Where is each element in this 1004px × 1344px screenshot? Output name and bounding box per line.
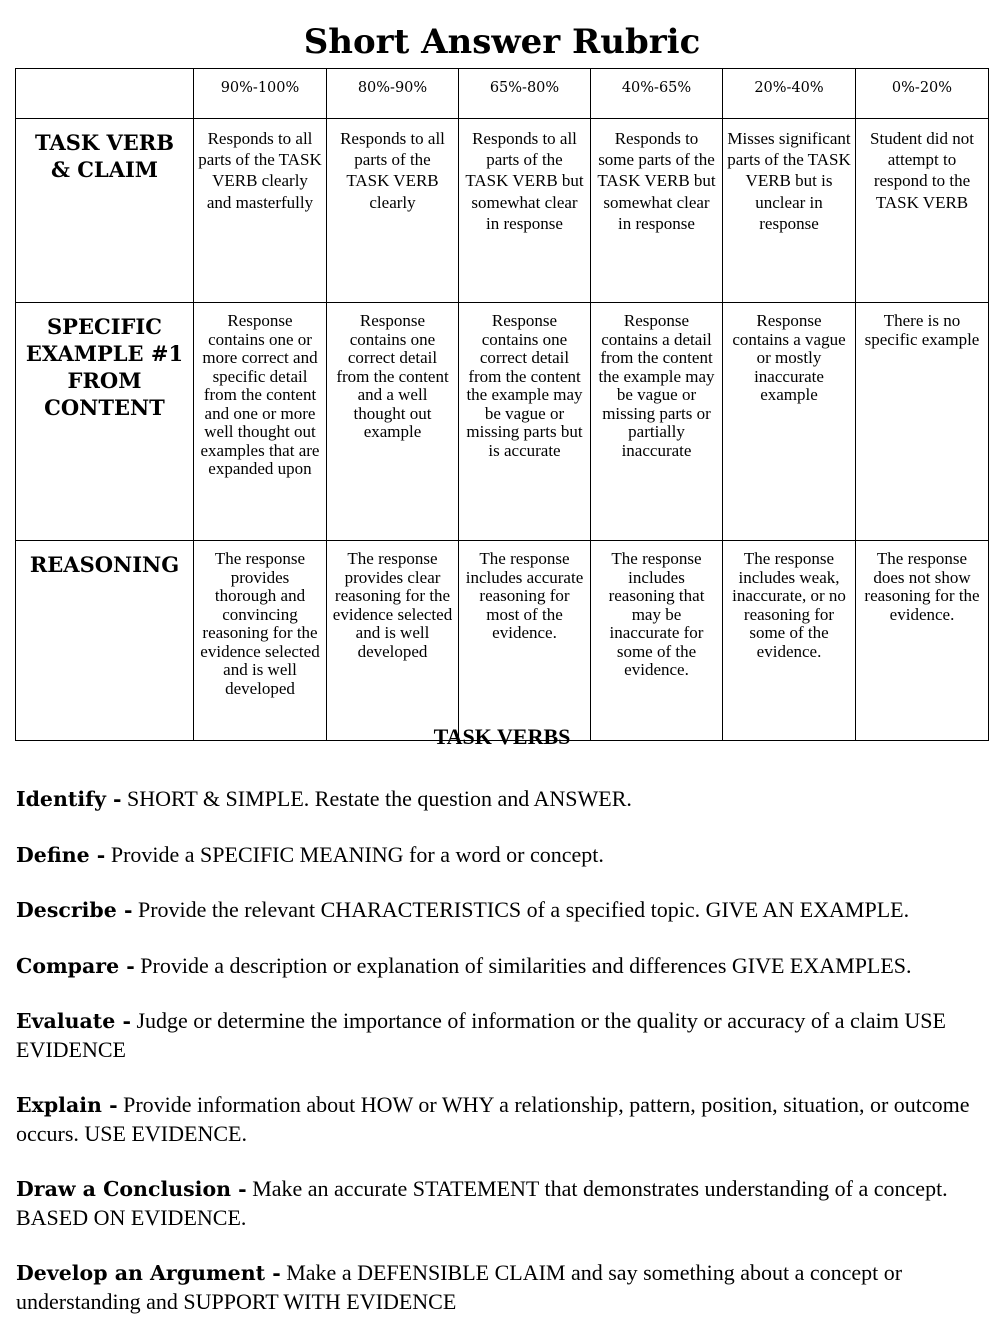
rubric-cell: The response does not show reasoning for the evidence.: [856, 541, 989, 741]
task-verb-text: Provide a description or explanation of similarities and differences GIVE EXAMPLES.: [134, 952, 912, 978]
rubric-cell: Responds to all parts of the TASK VERB clearly: [327, 119, 459, 303]
task-verb-text: Provide the relevant CHARACTERISTICS of a specified topic. GIVE AN EXAMPLE.: [132, 897, 910, 922]
task-verb-term: Define -: [16, 842, 106, 867]
task-verb-definition: [16, 1007, 988, 1064]
row-header: REASONING: [16, 541, 194, 741]
rubric-row-reasoning: [16, 541, 989, 741]
rubric-cell: Student did not attempt to respond to the TASK VERB: [856, 119, 989, 303]
score-column-header: 40%-65%: [591, 69, 723, 119]
task-verb-text: Judge or determine the importance of information or the quality or accuracy of a claim USE EVIDENCE: [16, 1008, 946, 1062]
score-column-header: 80%-90%: [327, 69, 459, 119]
task-verb-term: Compare -: [16, 953, 135, 978]
task-verb-text: Make a DEFENSIBLE CLAIM and say something about a concept or understanding and SUPPORT WITH EVIDENCE: [16, 1260, 903, 1314]
row-header: TASK VERB & CLAIM: [16, 119, 194, 303]
rubric-cell: The response provides clear reasoning for the evidence selected and is well developed: [327, 541, 459, 741]
rubric-cell: Response contains one correct detail from the content the example may be vague or missing parts but is accurate: [459, 303, 591, 541]
task-verb-definition: [16, 1091, 988, 1148]
rubric-row-specific-example: [16, 303, 989, 541]
rubric-cell: The response includes reasoning that may be inaccurate for some of the evidence.: [591, 541, 723, 741]
rubric-row-task-verb-claim: [16, 119, 989, 303]
task-verb-text: Provide information about HOW or WHY a relationship, pattern, position, situation, or outcome occurs. USE EVIDENCE.: [16, 1092, 970, 1146]
task-verb-text: SHORT & SIMPLE. Restate the question and ANSWER.: [121, 786, 632, 811]
score-column-header: 0%-20%: [856, 69, 989, 119]
task-verbs-heading: TASK VERBS: [433, 724, 571, 749]
task-verb-definition: [16, 841, 988, 870]
corner-cell: [16, 69, 194, 119]
task-verb-term: Identify -: [16, 787, 122, 811]
task-verb-definition: [16, 952, 988, 981]
rubric-table: [15, 68, 989, 741]
page-title: Short Answer Rubric: [303, 22, 701, 62]
rubric-cell: Response contains a vague or mostly inaccurate example: [723, 303, 856, 541]
score-column-header: 65%-80%: [459, 69, 591, 119]
rubric-header-row: [16, 69, 989, 119]
task-verbs-section: [16, 722, 988, 1343]
task-verb-definition: [16, 1175, 988, 1232]
rubric-cell: The response includes accurate reasoning for most of the evidence.: [459, 541, 591, 741]
task-verb-term: Evaluate -: [16, 1009, 131, 1033]
task-verb-term: Explain -: [16, 1093, 118, 1117]
rubric-cell: Misses significant parts of the TASK VERB but is unclear in response: [723, 119, 856, 303]
task-verb-definition: [16, 785, 988, 814]
task-verb-text: Make an accurate STATEMENT that demonstrates understanding of a concept. BASED ON EVIDENCE.: [16, 1176, 948, 1230]
rubric-cell: Responds to all parts of the TASK VERB but somewhat clear in response: [459, 119, 591, 303]
score-column-header: 90%-100%: [194, 69, 327, 119]
task-verb-text: Provide a SPECIFIC MEANING for a word or concept.: [105, 841, 604, 867]
task-verb-term: Develop an Argument -: [16, 1261, 281, 1285]
rubric-cell: Response contains one or more correct and specific detail from the content and one or more well thought out examples that are expanded upon: [194, 303, 327, 541]
score-column-header: 20%-40%: [723, 69, 856, 119]
rubric-cell: Response contains a detail from the content the example may be vague or missing parts or partially inaccurate: [591, 303, 723, 541]
rubric-cell: There is no specific example: [856, 303, 989, 541]
rubric-cell: Responds to all parts of the TASK VERB clearly and masterfully: [194, 119, 327, 303]
row-header: SPECIFIC EXAMPLE #1 FROM CONTENT: [16, 303, 194, 541]
rubric-cell: Responds to some parts of the TASK VERB but somewhat clear in response: [591, 119, 723, 303]
task-verb-term: Describe -: [16, 898, 133, 922]
rubric-cell: The response includes weak, inaccurate, or no reasoning for some of the evidence.: [723, 541, 856, 741]
task-verb-definition: [16, 896, 988, 925]
task-verb-definition: [16, 1259, 988, 1316]
rubric-cell: Response contains one correct detail from the content and a well thought out example: [327, 303, 459, 541]
rubric-cell: The response provides thorough and convincing reasoning for the evidence selected and is well developed: [194, 541, 327, 741]
task-verb-term: Draw a Conclusion -: [16, 1177, 247, 1201]
